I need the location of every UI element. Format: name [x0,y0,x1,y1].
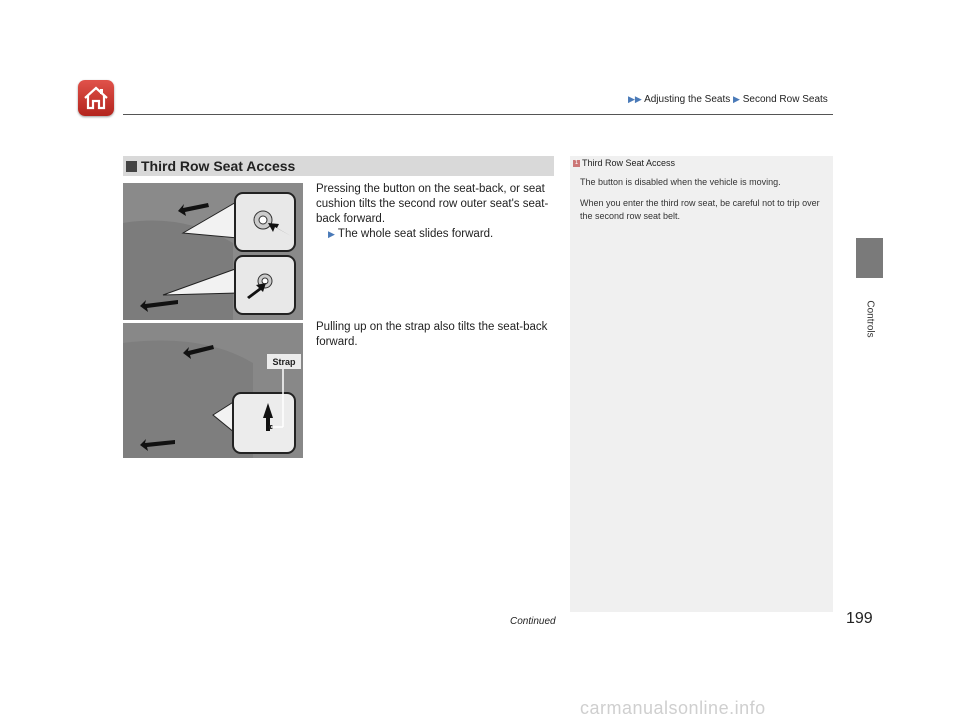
breadcrumb [628,94,828,105]
subnote-arrow-icon: ▶ [328,229,335,239]
para1-subnote-text: The whole seat slides forward. [337,228,494,240]
continued-label: Continued [510,616,556,627]
breadcrumb-arrow-icon: ▶ [733,94,740,104]
reference-icon: 1 [574,159,579,166]
sidebar-note-title-text: Third Row Seat Access [582,158,676,168]
paragraph-button-tilt [316,182,556,242]
strap-callout-label: Strap [272,357,296,367]
header-divider [123,114,833,115]
sidebar-note-body [580,176,826,231]
watermark: carmanualsonline.info [580,698,766,718]
para1-subnote [328,227,556,242]
breadcrumb-arrow-icon: ▶▶ [628,94,642,104]
sidebar-note-line: The button is disabled when the vehicle is moving. [580,177,781,187]
seat-button-illustration [123,183,303,320]
sidebar-note-title[interactable] [573,158,675,168]
paragraph-strap-tilt: Pulling up on the strap also tilts the seat-back forward. [316,321,548,348]
chapter-tab-label[interactable] [856,284,883,354]
page-number: 199 [846,610,873,627]
section-square-icon [126,161,137,172]
chapter-label-text: Controls [864,300,875,338]
sidebar-note-line: When you enter the third row seat, be careful not to trip over the second row seat belt. [580,198,820,221]
breadcrumb-item[interactable]: Second Row Seats [742,94,828,105]
section-header [123,156,554,176]
strap-illustration [123,323,303,458]
chapter-tab[interactable] [856,238,883,278]
home-button[interactable] [78,80,114,116]
para1-text: Pressing the button on the seat-back, or seat cushion tilts the second row outer seat's seat-back forward. [316,183,549,225]
breadcrumb-item[interactable]: Adjusting the Seats [644,94,731,105]
section-title: Third Row Seat Access [141,158,296,174]
home-icon [83,86,109,110]
